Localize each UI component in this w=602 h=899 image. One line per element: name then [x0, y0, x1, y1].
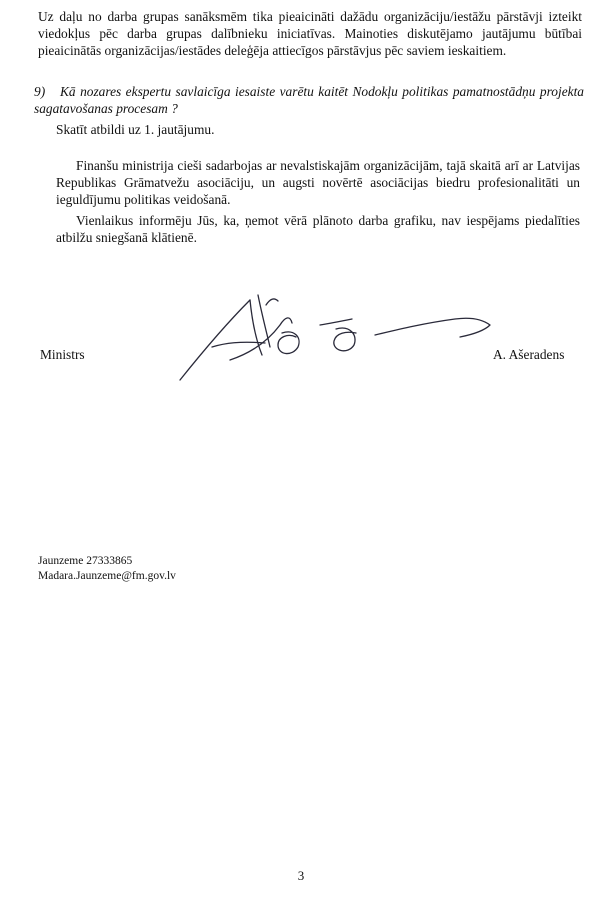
handwritten-signature-icon: [170, 285, 500, 395]
page-number: 3: [297, 868, 305, 883]
paragraph-schedule: Vienlaikus informēju Jūs, ka, ņemot vērā plānoto darba grafiku, nav iespējams piedalīties atbilžu sniegšanā klātienē.: [56, 213, 580, 245]
paragraph-working-group: Uz daļu no darba grupas sanāksmēm tika pieaicināti dažādu organizāciju/iestāžu pārstāvji izteikt viedokļus pēc darba grupas dalībnieku iniciatīvas. Mainoties diskutējamo jautājumu būtībai pieaicinātās organizācijas/iestādes deleģēja attiecīgos pārstāvjus pēc saviem ieskaitiem.: [38, 9, 582, 58]
contact-email: Madara.Jaunzeme@fm.gov.lv: [38, 570, 176, 582]
answer-text: Skatīt atbildi uz 1. jautājumu.: [56, 122, 215, 137]
question-number: 9): [34, 84, 46, 99]
signatory-name: A. Ašeradens: [493, 347, 565, 362]
contact-info: [38, 554, 176, 584]
question-9: [34, 83, 584, 117]
contact-phone: Jaunzeme 27333865: [38, 555, 133, 567]
signatory-title: Ministrs: [40, 347, 85, 362]
paragraph-cooperation: Finanšu ministrija cieši sadarbojas ar nevalstiskajām organizācijām, tajā skaitā arī ar Latvijas Republikas Grāmatvežu asociāciju, un augsti novērtē asociācijas biedru profesionalitāti un ieguldījumu politikas veidošanā.: [56, 158, 580, 207]
question-text: Kā nozares ekspertu savlaicīga iesaiste varētu kaitēt Nodokļu politikas pamatnostādņu projekta sagatavošanas procesam ?: [34, 84, 584, 116]
